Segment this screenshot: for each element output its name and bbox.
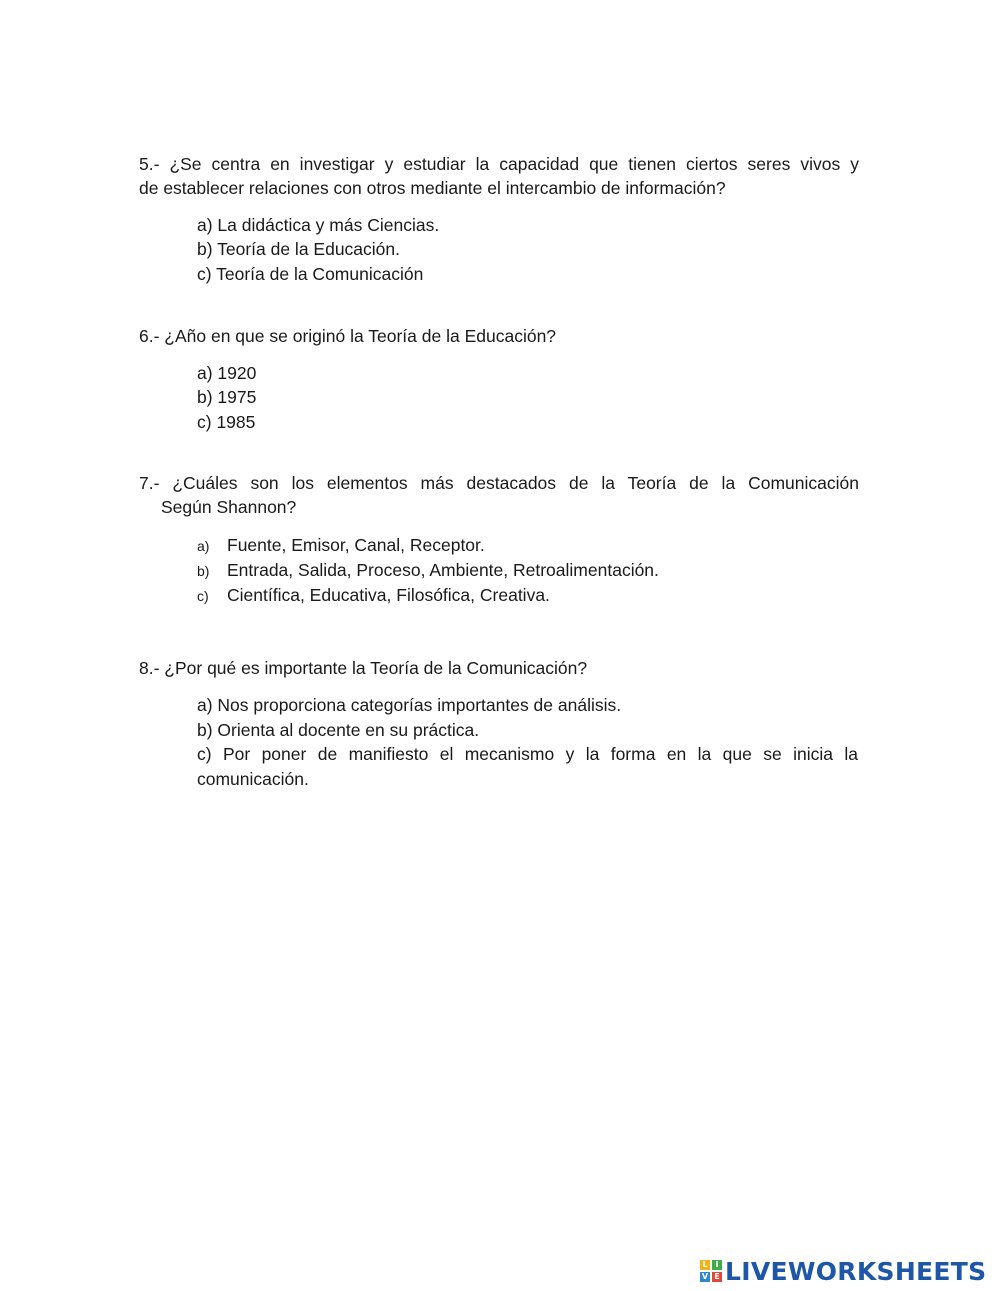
question-8-option-a: a) Nos proporciona categorías importantes de análisis. — [197, 695, 622, 715]
option-text: Científica, Educativa, Filosófica, Creativa. — [227, 585, 550, 605]
logo-block: I — [712, 1260, 722, 1270]
question-7-line-1: 7.- ¿Cuáles son los elementos más destacados de la Teoría de la Comunicación — [139, 473, 859, 493]
question-7-line-2: Según Shannon? — [161, 497, 297, 517]
question-7-option-b — [197, 558, 659, 583]
option-text: Fuente, Emisor, Canal, Receptor. — [227, 535, 485, 555]
question-6-line-1: 6.- ¿Año en que se originó la Teoría de la Educación? — [139, 326, 557, 346]
option-text: Entrada, Salida, Proceso, Ambiente, Retroalimentación. — [227, 560, 659, 580]
question-5-option-b: b) Teoría de la Educación. — [197, 239, 401, 259]
question-5-line-1: 5.- ¿Se centra en investigar y estudiar la capacidad que tienen ciertos seres vivos y — [139, 154, 859, 174]
question-6-option-b: b) 1975 — [197, 387, 257, 407]
question-8-option-b: b) Orienta al docente en su práctica. — [197, 720, 480, 740]
logo-block: E — [712, 1272, 722, 1282]
logo-block: L — [700, 1260, 710, 1270]
question-5-line-2: de establecer relaciones con otros mediante el intercambio de información? — [139, 178, 726, 198]
logo-block: V — [701, 1272, 709, 1281]
logo-blocks-icon — [700, 1260, 722, 1282]
question-6-option-a: a) 1920 — [197, 363, 257, 383]
question-7-option-a — [197, 533, 485, 558]
question-5-option-a: a) La didáctica y más Ciencias. — [197, 215, 440, 235]
question-6-option-c: c) 1985 — [197, 412, 256, 432]
logo-text: LIVEWORKSHEETS — [725, 1256, 987, 1286]
liveworksheets-logo — [700, 1256, 986, 1286]
option-marker: a) — [197, 538, 210, 554]
question-5-option-c: c) Teoría de la Comunicación — [197, 264, 424, 284]
option-marker: c) — [197, 588, 209, 604]
question-8-line-1: 8.- ¿Por qué es importante la Teoría de la Comunicación? — [139, 658, 588, 678]
question-8-option-c: c) Por poner de manifiesto el mecanismo y la forma en la que se inicia la — [197, 744, 858, 764]
question-7-option-c — [197, 583, 550, 608]
question-8-option-c-continuation: comunicación. — [197, 769, 309, 789]
option-marker: b) — [197, 563, 210, 579]
